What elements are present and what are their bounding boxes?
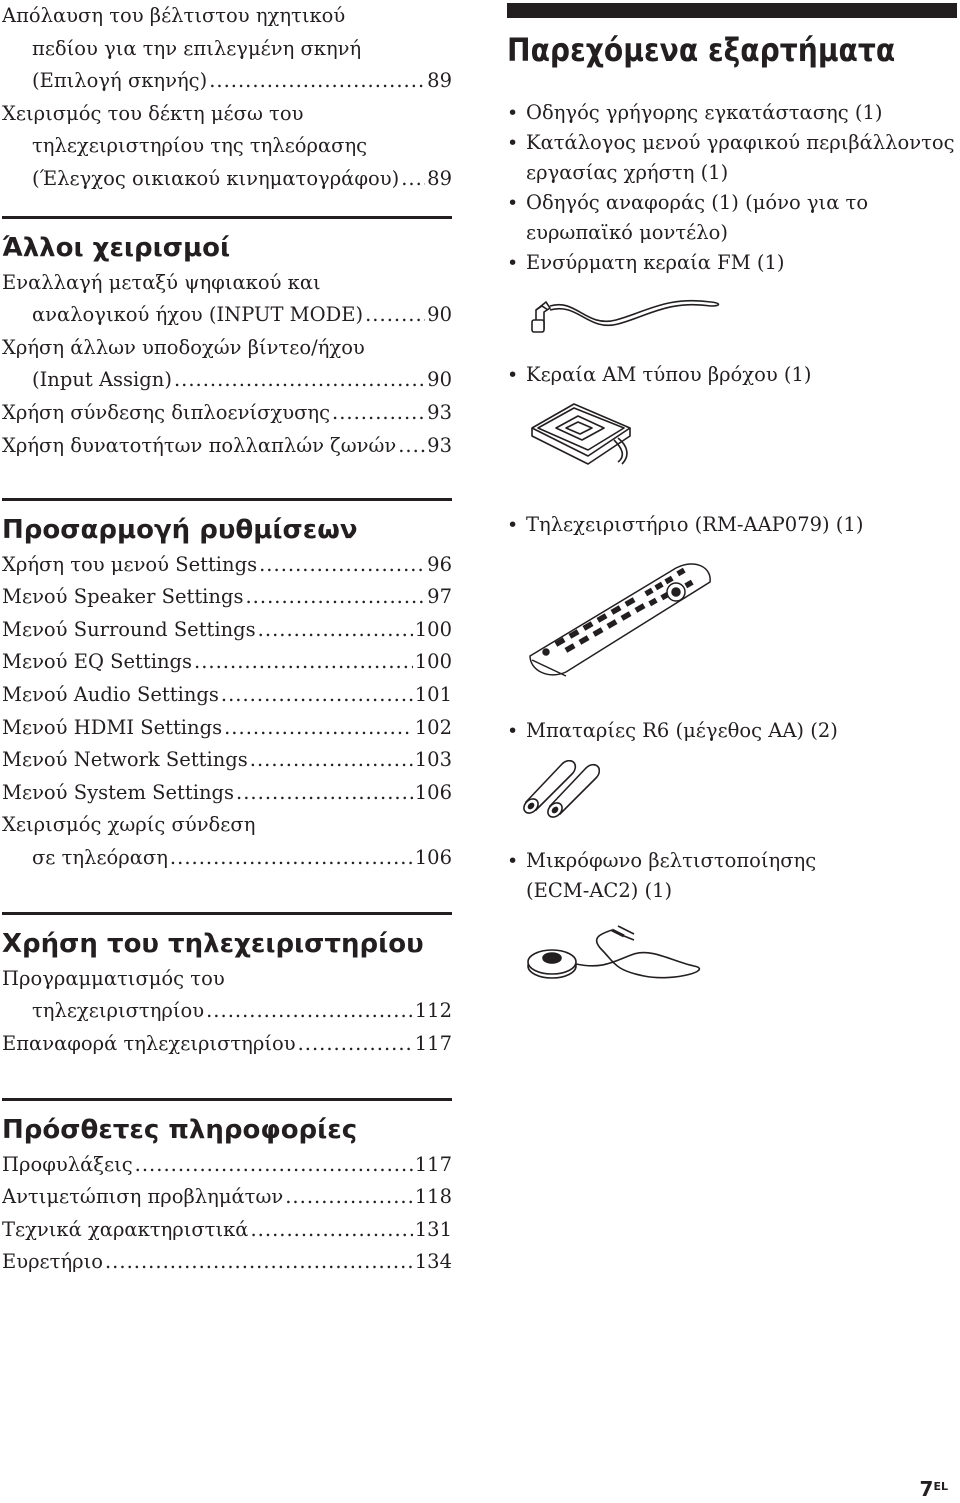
toc-entry-line: [2, 679, 452, 712]
toc-entry-line: [2, 163, 452, 196]
bullet-icon: •: [507, 850, 519, 872]
toc-entry-text: Μενού Speaker Settings: [2, 585, 244, 609]
toc-entry-line: [2, 744, 452, 777]
toc-entry-line: [2, 267, 452, 300]
dot-leader: [221, 679, 413, 712]
dot-leader: [236, 777, 413, 810]
am-loop-antenna-illustration: [526, 398, 636, 470]
toc-entry-line: [2, 397, 452, 430]
toc-page-number: 106: [414, 780, 452, 804]
toc-entry-text: αναλογικού ήχου (INPUT MODE): [32, 303, 364, 327]
toc-entry-line: [2, 1181, 452, 1214]
toc-entry-line: [2, 65, 452, 98]
toc-page-number: 118: [414, 1185, 452, 1209]
dot-leader: [206, 995, 413, 1028]
toc-entry-line: [2, 842, 452, 875]
toc-entry-text: Μενού HDMI Settings: [2, 715, 223, 739]
toc-page-number: 93: [427, 433, 452, 457]
bullet-icon: •: [507, 132, 519, 154]
section-heading: Πρόσθετες πληροφορίες: [2, 1114, 358, 1145]
accessory-item: • Μικρόφωνο βελτιστοποίησης (ECM-AC2) (1): [507, 846, 960, 906]
toc-entry-text: Απόλαυση του βέλτιστου ηχητικού: [2, 4, 346, 27]
toc-page-number: 93: [427, 400, 452, 424]
toc-entry-text: πεδίου για την επιλεγμένη σκηνή: [32, 36, 362, 60]
toc-entry-text: Εναλλαγή μεταξύ ψηφιακού και: [2, 270, 321, 294]
toc-entry-text: Αντιμετώπιση προβλημάτων: [2, 1185, 284, 1209]
toc-page-number: 90: [427, 303, 452, 327]
toc-entry-text: Χρήση του μενού Settings: [2, 552, 258, 576]
dot-leader: [224, 712, 413, 745]
heading-bar: [507, 3, 957, 18]
dot-leader: [258, 614, 413, 647]
toc-entry-text: (Έλεγχος οικιακού κινηματογράφου): [32, 166, 400, 190]
toc-entry-text: Ευρετήριο: [2, 1250, 103, 1274]
toc-page-number: 89: [427, 69, 452, 93]
toc-entry-text: Μενού EQ Settings: [2, 650, 192, 674]
toc-section: [2, 1098, 452, 1279]
section-rule: [2, 1098, 452, 1101]
dot-leader: [398, 430, 425, 463]
dot-leader: [105, 1246, 413, 1279]
bullet-icon: •: [507, 252, 519, 274]
section-heading: Προσαρμογή ρυθμίσεων: [2, 514, 358, 545]
dot-leader: [259, 549, 425, 582]
toc-entry-text: Χειρισμός του δέκτη μέσω του: [2, 101, 304, 125]
toc-entry-text: Χρήση σύνδεσης διπλοενίσχυσης: [2, 400, 330, 424]
dot-leader: [285, 1181, 413, 1214]
toc-page-number: 112: [414, 999, 452, 1023]
toc-entry-text: Προφυλάξεις: [2, 1152, 133, 1176]
toc-entry-text: Μενού Network Settings: [2, 748, 248, 772]
dot-leader: [332, 397, 425, 430]
table-of-contents: [2, 0, 452, 1274]
bullet-icon: •: [507, 364, 519, 386]
section-title: Παρεχόμενα εξαρτήματα: [507, 31, 896, 69]
toc-page-number: 90: [427, 368, 452, 392]
toc-entry-text: Μενού System Settings: [2, 780, 235, 804]
toc-entry-text: Χειρισμός χωρίς σύνδεση: [2, 813, 256, 837]
toc-entry-text: Μενού Audio Settings: [2, 682, 219, 706]
toc-entry-text: Τεχνικά χαρακτηριστικά: [2, 1217, 249, 1241]
toc-entry-line: [2, 646, 452, 679]
dot-leader: [250, 744, 413, 777]
toc-entry-line: [2, 130, 452, 163]
toc-entry-text: τηλεχειριστηρίου: [32, 999, 205, 1023]
accessory-item: • Οδηγός γρήγορης εγκατάστασης (1): [507, 98, 960, 128]
accessory-item: • Ενσύρματη κεραία FM (1): [507, 248, 960, 278]
toc-entry-line: [2, 995, 452, 1028]
section-rule: [2, 498, 452, 501]
toc-entry-line: [2, 963, 452, 996]
toc-page-number: 134: [414, 1250, 452, 1274]
section-heading: Χρήση του τηλεχειριστηρίου: [2, 928, 424, 959]
toc-entry-line: [2, 777, 452, 810]
dot-leader: [135, 1149, 413, 1182]
toc-entry-text: Χρήση δυνατοτήτων πολλαπλών ζωνών: [2, 433, 397, 457]
toc-entry-line: [2, 1214, 452, 1247]
toc-entry-text: Επαναφορά τηλεχειριστηρίου: [2, 1031, 296, 1055]
toc-entry-line: [2, 614, 452, 647]
toc-entry-line: [2, 364, 452, 397]
toc-entry-line: [2, 299, 452, 332]
toc-entry-text: (Επιλογή σκηνής): [32, 69, 208, 93]
toc-entry-text: τηλεχειριστηρίου της τηλεόρασης: [32, 134, 368, 158]
toc-entry-text: Προγραμματισμός του: [2, 966, 225, 990]
accessory-item: • Οδηγός αναφοράς (1) (μόνο για το ευρωπαϊκό μοντέλο): [507, 188, 960, 248]
dot-leader: [245, 581, 425, 614]
dot-leader: [250, 1214, 412, 1247]
accessory-item: • Μπαταρίες R6 (μέγεθος AA) (2): [507, 716, 960, 746]
toc-entry-line: [2, 809, 452, 842]
dot-leader: [174, 364, 425, 397]
toc-page-number: 117: [414, 1152, 452, 1176]
toc-entry-line: [2, 581, 452, 614]
toc-entry-line: [2, 33, 452, 66]
accessory-item: • Κατάλογος μενού γραφικού περιβάλλοντος εργασίας χρήστη (1): [507, 128, 960, 188]
toc-page-number: 100: [414, 617, 452, 641]
accessory-item: • Τηλεχειριστήριο (RM-AAP079) (1): [507, 510, 960, 540]
toc-entry-line: [2, 0, 452, 33]
section-rule: [2, 216, 452, 219]
toc-page-number: 89: [427, 166, 452, 190]
accessory-item: • Κεραία AM τύπου βρόχου (1): [507, 360, 960, 390]
toc-section: [2, 216, 452, 463]
page-number: $7^{EL}$: [919, 1477, 948, 1501]
batteries-illustration: [520, 760, 600, 820]
dot-leader: [298, 1028, 413, 1061]
toc-page-number: 103: [414, 748, 452, 772]
toc-entry-line: [2, 332, 452, 365]
bullet-icon: •: [507, 102, 519, 124]
toc-page-number: 100: [414, 650, 452, 674]
section-heading: Άλλοι χειρισμοί: [2, 232, 231, 263]
toc-entry-text: Χρήση άλλων υποδοχών βίντεο/ήχου: [2, 335, 365, 359]
section-rule: [2, 912, 452, 915]
dot-leader: [209, 65, 425, 98]
dot-leader: [194, 646, 413, 679]
toc-page-number: 96: [427, 552, 452, 576]
bullet-icon: •: [507, 720, 519, 742]
toc-entry-line: [2, 430, 452, 463]
supplied-accessories: [507, 0, 957, 70]
toc-page-number: 106: [414, 845, 452, 869]
toc-page-number: 101: [414, 682, 452, 706]
toc-entry-line: [2, 712, 452, 745]
toc-section: [2, 498, 452, 875]
microphone-illustration: [524, 920, 714, 988]
toc-entry-line: [2, 549, 452, 582]
toc-section: [2, 912, 452, 1061]
toc-entry-line: [2, 1149, 452, 1182]
toc-intro-entries: [2, 0, 452, 196]
toc-entry-text: σε τηλεόραση: [32, 845, 168, 869]
toc-entry-line: [2, 98, 452, 131]
bullet-icon: •: [507, 514, 519, 536]
toc-entry-text: (Input Assign): [32, 368, 172, 392]
dot-leader: [170, 842, 413, 875]
remote-control-illustration: [526, 548, 716, 678]
toc-entry-line: [2, 1028, 452, 1061]
toc-page-number: 97: [427, 585, 452, 609]
dot-leader: [401, 163, 425, 196]
toc-page-number: 131: [414, 1217, 452, 1241]
fm-antenna-illustration: [526, 288, 726, 340]
toc-entry-text: Μενού Surround Settings: [2, 617, 256, 641]
toc-page-number: 117: [414, 1031, 452, 1055]
bullet-icon: •: [507, 192, 519, 214]
dot-leader: [365, 299, 425, 332]
toc-page-number: 102: [414, 715, 452, 739]
toc-entry-line: [2, 1246, 452, 1279]
